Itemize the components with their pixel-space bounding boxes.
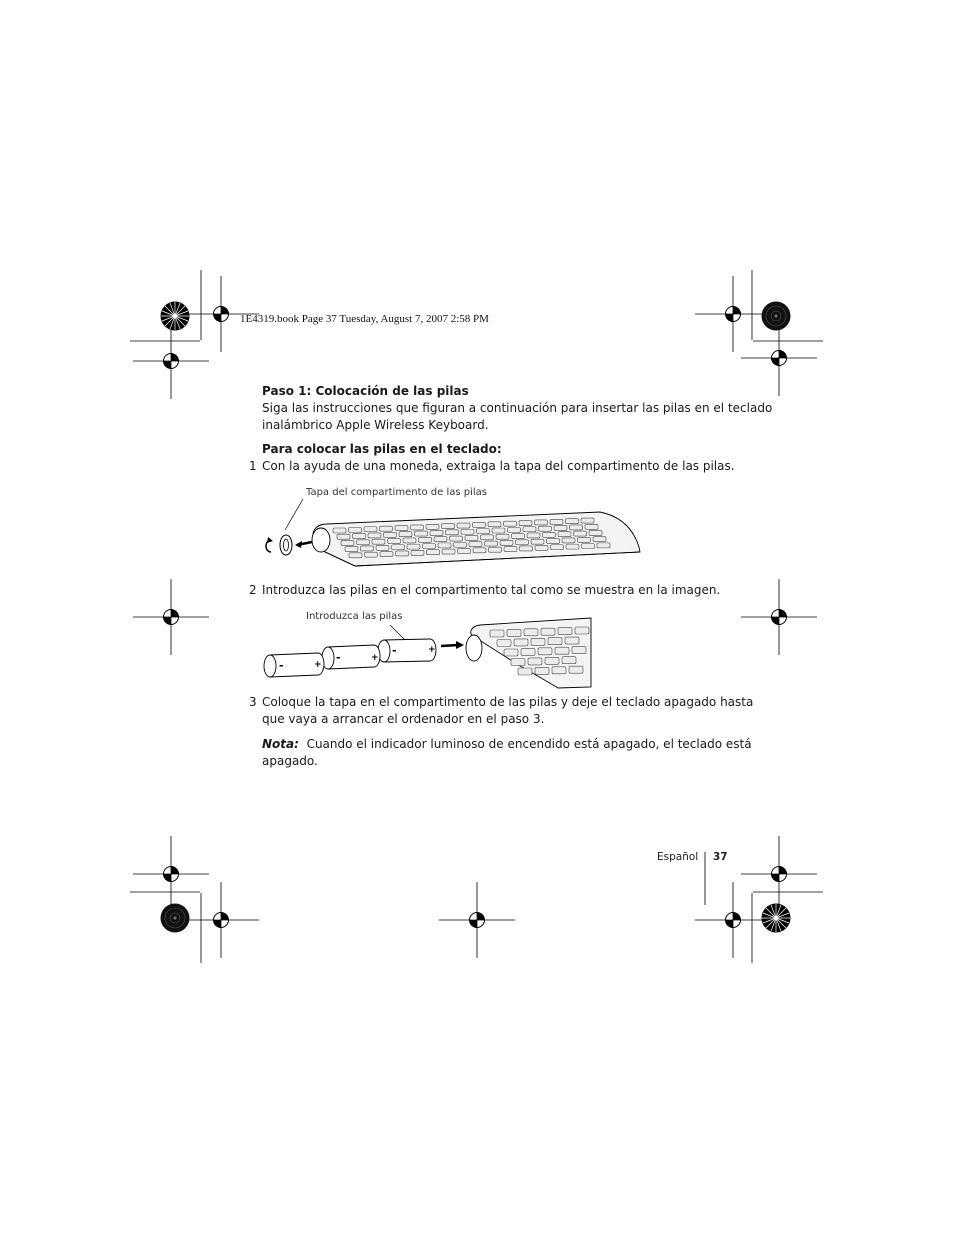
key — [539, 526, 552, 531]
key — [380, 552, 393, 557]
key — [500, 540, 513, 545]
key — [535, 520, 548, 525]
key — [545, 657, 559, 664]
key — [450, 536, 463, 541]
key — [581, 518, 594, 523]
key — [442, 524, 455, 529]
key — [531, 539, 544, 544]
key — [521, 648, 535, 655]
step-number: 1 — [249, 459, 257, 473]
key — [504, 521, 517, 526]
minus-sign: - — [392, 644, 397, 657]
key — [527, 533, 540, 538]
keyboard-cover-illustration — [255, 490, 655, 580]
key — [516, 540, 529, 545]
batteries-illustration — [258, 612, 598, 692]
key — [504, 649, 518, 656]
key — [392, 545, 405, 550]
subheading: Para colocar las pilas en el teclado: — [262, 442, 502, 456]
key — [565, 637, 579, 644]
key — [415, 531, 428, 536]
key — [507, 629, 521, 636]
key — [555, 647, 569, 654]
battery — [322, 645, 380, 669]
key — [535, 545, 548, 550]
step-number: 3 — [249, 695, 257, 709]
key — [442, 549, 455, 554]
key — [541, 628, 555, 635]
plus-sign: + — [371, 653, 379, 663]
step-number: 2 — [249, 583, 257, 597]
key — [569, 666, 583, 673]
key — [333, 528, 346, 533]
key — [508, 527, 521, 532]
key — [337, 534, 350, 539]
key — [345, 547, 358, 552]
key — [446, 530, 459, 535]
intro-line-2: inalámbrico Apple Wireless Keyboard. — [262, 418, 489, 432]
battery — [264, 653, 324, 677]
key — [572, 647, 586, 654]
key — [489, 547, 502, 552]
key — [368, 533, 381, 538]
key — [492, 528, 505, 533]
footer-language: Español — [657, 851, 699, 863]
footer-page-number: 37 — [713, 851, 728, 863]
batteries-caption: Introduzca las pilas — [306, 611, 403, 622]
key — [566, 519, 579, 524]
key — [518, 668, 532, 675]
key — [511, 659, 525, 666]
key — [490, 630, 504, 637]
key — [528, 658, 542, 665]
key — [566, 544, 579, 549]
key — [514, 639, 528, 646]
key — [341, 540, 354, 545]
key — [349, 553, 362, 558]
step-text-line-2: que vaya a arrancar el ordenador en el paso 3. — [262, 712, 545, 726]
key — [353, 534, 366, 539]
key — [384, 532, 397, 537]
key — [461, 529, 474, 534]
key — [465, 535, 478, 540]
plus-sign: + — [428, 645, 436, 655]
step-text-line-1: Coloque la tapa en el compartimento de las pilas y deje el teclado apagado hasta — [262, 695, 754, 709]
key — [423, 544, 436, 549]
slug-line: 1E4319.book Page 37 Tuesday, August 7, 2007 2:58 PM — [240, 313, 489, 325]
section-heading: Paso 1: Colocación de las pilas — [262, 384, 469, 398]
key — [380, 526, 393, 531]
key — [504, 547, 517, 552]
key — [535, 667, 549, 674]
step-text: Introduzca las pilas en el compartimento tal como se muestra en la imagen. — [262, 583, 721, 597]
key — [585, 524, 598, 529]
key — [597, 543, 610, 548]
key — [396, 551, 409, 556]
key — [361, 546, 374, 551]
key — [554, 526, 567, 531]
cover-caption: Tapa del compartimento de las pilas — [306, 487, 488, 498]
key — [593, 537, 606, 542]
key — [469, 542, 482, 547]
key — [519, 521, 532, 526]
key — [570, 525, 583, 530]
intro-line-1: Siga las instrucciones que figuran a continuación para insertar las pilas en el teclado — [262, 401, 773, 415]
key — [524, 629, 538, 636]
key — [543, 532, 556, 537]
key — [458, 548, 471, 553]
key — [558, 628, 572, 635]
key — [372, 539, 385, 544]
battery — [378, 639, 436, 662]
key — [497, 640, 511, 647]
key — [364, 527, 377, 532]
key — [538, 648, 552, 655]
note-text-line-2: apagado. — [262, 754, 318, 768]
key — [399, 532, 412, 537]
key — [427, 550, 440, 555]
key — [457, 523, 470, 528]
key — [430, 530, 443, 535]
key — [411, 550, 424, 555]
key — [426, 524, 439, 529]
key — [388, 539, 401, 544]
key — [512, 534, 525, 539]
note-label: Nota: — [262, 737, 299, 751]
key — [547, 539, 560, 544]
key — [376, 545, 389, 550]
key — [488, 522, 501, 527]
key — [558, 532, 571, 537]
key — [562, 657, 576, 664]
key — [357, 540, 370, 545]
key — [407, 544, 420, 549]
step-text: Con la ayuda de una moneda, extraiga la tapa del compartimento de las pilas. — [262, 459, 735, 473]
key — [574, 531, 587, 536]
key — [589, 530, 602, 535]
key — [523, 527, 536, 532]
key — [454, 542, 467, 547]
key — [582, 544, 595, 549]
key — [485, 541, 498, 546]
key — [551, 545, 564, 550]
key — [531, 638, 545, 645]
key — [552, 667, 566, 674]
key — [438, 543, 451, 548]
key — [548, 638, 562, 645]
note-text-line-1: Cuando el indicador luminoso de encendido está apagado, el teclado está — [306, 737, 752, 751]
key — [562, 538, 575, 543]
key — [411, 525, 424, 530]
key — [575, 627, 589, 634]
key — [473, 548, 486, 553]
key — [395, 526, 408, 531]
key — [481, 535, 494, 540]
key — [550, 519, 563, 524]
key — [349, 527, 362, 532]
key — [403, 538, 416, 543]
key — [496, 534, 509, 539]
key — [419, 537, 432, 542]
key — [365, 552, 378, 557]
key — [477, 529, 490, 534]
key — [578, 537, 591, 542]
note — [262, 736, 752, 753]
key — [473, 522, 486, 527]
plus-sign: + — [314, 660, 322, 670]
minus-sign: - — [279, 659, 284, 672]
key — [520, 546, 533, 551]
key — [434, 537, 447, 542]
minus-sign: - — [336, 651, 341, 664]
